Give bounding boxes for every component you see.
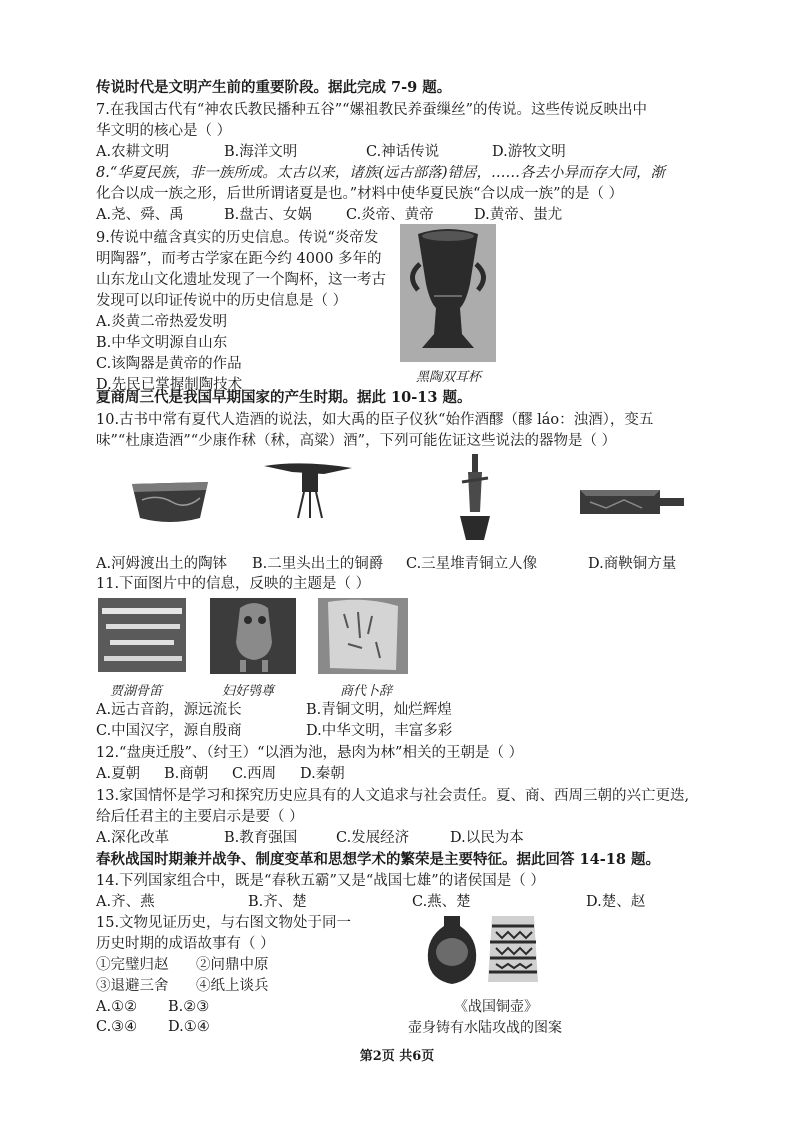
q8-option-b: B.盘古、女娲 bbox=[224, 207, 312, 223]
page-number: 第2页 共6页 bbox=[359, 1049, 435, 1064]
q9-stem-line4: 发现可以印证传说中的历史信息是（ ） bbox=[96, 293, 348, 309]
q13-option-d: D.以民为本 bbox=[450, 830, 524, 846]
q14-option-b: B.齐、楚 bbox=[248, 894, 307, 910]
q9-image-caption: 黑陶双耳杯 bbox=[416, 370, 482, 385]
q14-option-d: D.楚、赵 bbox=[586, 894, 646, 910]
q15-image-caption-2: 壶身铸有水陆攻战的图案 bbox=[408, 1020, 562, 1036]
q7-stem-line1: 7.在我国古代有“神农氏教民播种五谷”“嫘祖教民养蚕缫丝”的传说。这些传说反映出中 bbox=[96, 102, 647, 118]
q15-item-4: ④纸上谈兵 bbox=[196, 978, 269, 994]
oracle-bone-photo bbox=[318, 598, 408, 674]
q7-option-c: C.神话传说 bbox=[366, 144, 440, 160]
q7-stem-line2: 华文明的核心是（ ） bbox=[96, 123, 232, 139]
q15-option-b: B.②③ bbox=[168, 999, 210, 1015]
section-heading-1: 传说时代是文明产生前的重要阶段。据此完成 7-9 题。 bbox=[96, 79, 452, 96]
q11-caption-2: 妇好鸮尊 bbox=[222, 684, 275, 699]
q10-stem-line2: 味”“杜康造酒”“少康作秫（秫，高粱）酒”，下列可能佐证这些说法的器物是（ ） bbox=[96, 433, 617, 449]
q15-image-caption-1: 《战国铜壶》 bbox=[454, 999, 538, 1015]
bronze-standing-figure-photo bbox=[452, 452, 498, 542]
q15-option-a: A.①② bbox=[96, 999, 138, 1015]
section-heading-3: 春秋战国时期兼并战争、制度变革和思想学术的繁荣是主要特征。据此回答 14-18 题。 bbox=[96, 851, 660, 868]
q8-stem-line1: 8.“华夏民族，非一族所成。太古以来，诸族(远古部落)错居，……各去小异而存大同，渐 bbox=[96, 165, 666, 181]
q11-stem: 11.下面图片中的信息，反映的主题是（ ） bbox=[96, 576, 371, 592]
q9-stem-line2: 明陶器”，而考古学家在距今约 4000 多年的 bbox=[96, 251, 382, 267]
q15-item-2: ②问鼎中原 bbox=[196, 957, 269, 973]
q15-stem-line1: 15.文物见证历史，与右图文物处于同一 bbox=[96, 915, 352, 931]
q9-stem-line1: 9.传说中蕴含真实的历史信息。传说“炎帝发 bbox=[96, 230, 379, 246]
bronze-hu-photo bbox=[424, 912, 480, 988]
q12-option-d: D.秦朝 bbox=[300, 766, 345, 782]
q13-stem-line2: 给后任君主的主要启示是要（ ） bbox=[96, 809, 304, 825]
section-heading-2: 夏商周三代是我国早期国家的产生时期。据此 10-13 题。 bbox=[96, 389, 472, 406]
q8-option-a: A.尧、舜、禹 bbox=[96, 207, 184, 223]
q12-option-c: C.西周 bbox=[232, 766, 277, 782]
q12-option-b: B.商朝 bbox=[164, 766, 209, 782]
bronze-measure-photo bbox=[576, 484, 686, 520]
q11-option-a: A.远古音韵，源远流长 bbox=[96, 702, 242, 718]
q10-option-b: B.二里头出土的铜爵 bbox=[252, 556, 384, 572]
q15-stem-line2: 历史时期的成语故事有（ ） bbox=[96, 936, 275, 952]
q8-option-d: D.黄帝、蚩尤 bbox=[474, 207, 563, 223]
bone-flute-photo bbox=[98, 598, 186, 672]
q15-option-d: D.①④ bbox=[168, 1019, 210, 1035]
q11-option-c: C.中国汉字，源自殷商 bbox=[96, 723, 242, 739]
q12-option-a: A.夏朝 bbox=[96, 766, 141, 782]
q15-item-1: ①完璧归赵 bbox=[96, 957, 169, 973]
q8-option-c: C.炎帝、黄帝 bbox=[346, 207, 434, 223]
black-pottery-cup-photo bbox=[400, 224, 496, 362]
q15-option-c: C.③④ bbox=[96, 1019, 138, 1035]
q10-option-a: A.河姆渡出土的陶钵 bbox=[96, 556, 228, 572]
q9-option-d: D.先民已掌握制陶技术 bbox=[96, 377, 243, 393]
q11-option-b: B.青铜文明，灿烂辉煌 bbox=[306, 702, 452, 718]
q14-option-c: C.燕、楚 bbox=[412, 894, 471, 910]
pottery-bowl-photo bbox=[128, 474, 212, 526]
q9-option-c: C.该陶器是黄帝的作品 bbox=[96, 356, 242, 372]
q7-option-d: D.游牧文明 bbox=[492, 144, 566, 160]
q9-option-b: B.中华文明源自山东 bbox=[96, 335, 228, 351]
q10-option-d: D.商鞅铜方量 bbox=[588, 556, 677, 572]
q15-item-3: ③退避三舍 bbox=[96, 978, 169, 994]
q11-caption-1: 贾湖骨笛 bbox=[110, 684, 163, 699]
q13-option-b: B.教育强国 bbox=[224, 830, 298, 846]
q8-stem-line2: 化合以成一族之形，后世所谓诸夏是也。”材料中使华夏民族“合以成一族”的是（ ） bbox=[96, 186, 624, 202]
q7-option-a: A.农耕文明 bbox=[96, 144, 170, 160]
q14-option-a: A.齐、燕 bbox=[96, 894, 155, 910]
q11-caption-3: 商代卜辞 bbox=[340, 684, 393, 699]
q9-stem-line3: 山东龙山文化遗址发现了一个陶杯，这一考古 bbox=[96, 272, 386, 288]
q14-stem: 14.下列国家组合中，既是“春秋五霸”又是“战国七雄”的诸侯国是（ ） bbox=[96, 873, 545, 889]
q9-option-a: A.炎黄二帝热爱发明 bbox=[96, 314, 228, 330]
q11-option-d: D.中华文明，丰富多彩 bbox=[306, 723, 453, 739]
q13-stem-line1: 13.家国情怀是学习和探究历史应具有的人文追求与社会责任。夏、商、西周三朝的兴亡更迭, bbox=[96, 788, 690, 804]
owl-zun-photo bbox=[210, 598, 296, 674]
bronze-hu-pattern-photo bbox=[482, 912, 544, 988]
q10-option-c: C.三星堆青铜立人像 bbox=[406, 556, 538, 572]
q13-option-c: C.发展经济 bbox=[336, 830, 410, 846]
q10-stem-line1: 10.古书中常有夏代人造酒的说法，如大禹的臣子仪狄“始作酒醪（醪 láo：浊酒），变五 bbox=[96, 412, 654, 428]
q7-option-b: B.海洋文明 bbox=[224, 144, 298, 160]
q13-option-a: A.深化改革 bbox=[96, 830, 170, 846]
bronze-jue-photo bbox=[262, 458, 354, 520]
q12-stem: 12.“盘庚迁殷”、（纣王）“以酒为池，悬肉为林”相关的王朝是（ ） bbox=[96, 745, 524, 761]
